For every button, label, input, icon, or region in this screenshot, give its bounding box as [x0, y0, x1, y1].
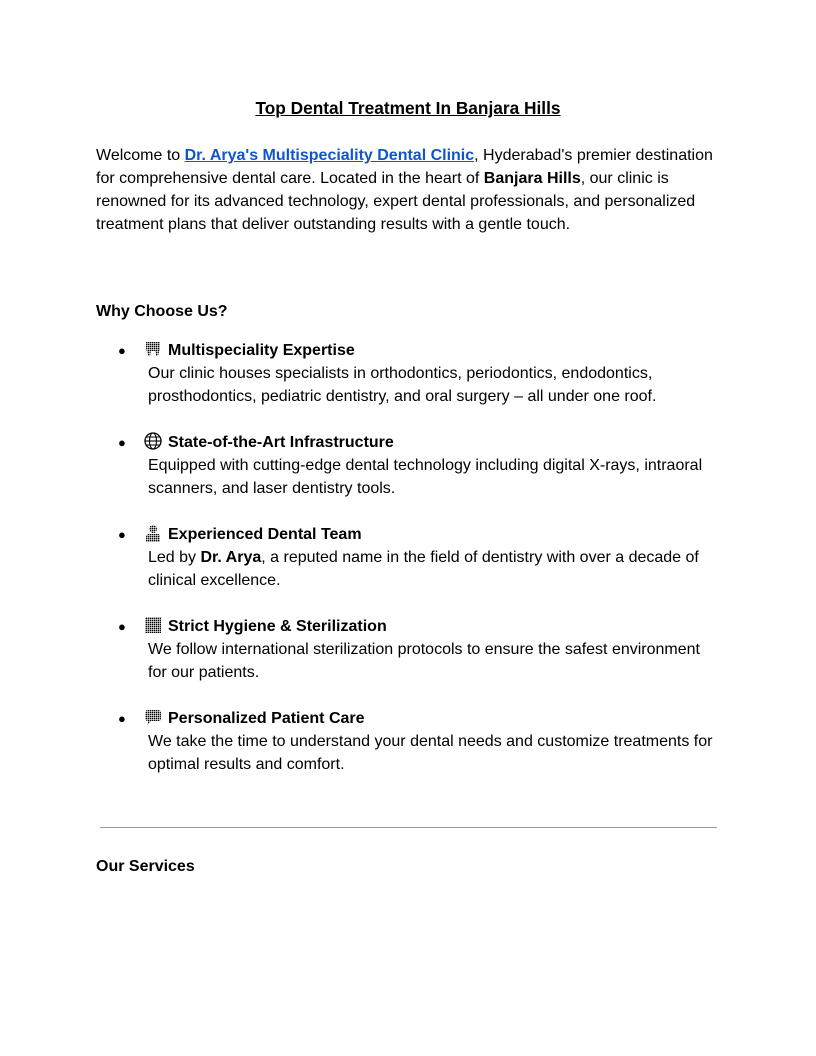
- intro-after-link: , Hyderabad's premier destination for comprehensive dental care. Located in the heart of: [96, 147, 713, 187]
- bullet: ●: [118, 343, 126, 358]
- tooth-icon: [144, 340, 162, 358]
- bullet: ●: [118, 619, 126, 634]
- feature-desc-bold: Dr. Arya: [200, 549, 262, 566]
- page-title: Top Dental Treatment In Banjara Hills: [255, 98, 561, 118]
- document-page: [96, 0, 720, 1056]
- horizontal-divider: [100, 827, 717, 828]
- feature-heading-text: Strict Hygiene & Sterilization: [168, 618, 387, 635]
- feature-heading-text: Multispeciality Expertise: [168, 342, 355, 359]
- list-item: [96, 615, 720, 684]
- our-services-heading: Our Services: [96, 858, 195, 875]
- feature-description: Equipped with cutting-edge dental technology including digital X-rays, intraoral scanners, and laser dentistry tools.: [148, 457, 703, 497]
- intro-location: Banjara Hills: [483, 170, 581, 187]
- list-item: [96, 523, 720, 592]
- feature-description: We follow international sterilization protocols to ensure the safest environment for our patients.: [148, 641, 700, 681]
- feature-heading: [144, 431, 720, 454]
- feature-heading-text: State-of-the-Art Infrastructure: [168, 434, 394, 451]
- speech-bubble-icon: [144, 708, 162, 726]
- bullet: ●: [118, 711, 126, 726]
- feature-heading: [144, 707, 720, 730]
- feature-heading-text: Personalized Patient Care: [168, 710, 365, 727]
- intro-suffix: , our clinic is renowned for its advanced technology, expert dental professionals, and personalized treatment plans that deliver outstanding results with a gentle touch.: [96, 170, 696, 233]
- list-item: [96, 707, 720, 776]
- feature-description: Our clinic houses specialists in orthodontics, periodontics, endodontics, prosthodontics, pediatric dentistry, and oral surgery – all under one roof.: [148, 365, 657, 405]
- doctor-icon: [144, 524, 162, 542]
- sanitizer-icon: [144, 616, 162, 634]
- features-list: [96, 339, 720, 799]
- clinic-link[interactable]: Dr. Arya's Multispeciality Dental Clinic: [184, 147, 475, 164]
- feature-heading: [144, 615, 720, 638]
- feature-heading: [144, 339, 720, 362]
- feature-desc-suffix: , a reputed name in the field of dentistry with over a decade of clinical excellence.: [148, 549, 699, 589]
- list-item: [96, 431, 720, 500]
- feature-desc-prefix: Led by: [148, 549, 201, 566]
- list-item: [96, 339, 720, 408]
- feature-description: [144, 546, 720, 592]
- feature-heading-text: Experienced Dental Team: [168, 526, 362, 543]
- bullet: ●: [118, 527, 126, 542]
- intro-prefix: Welcome to: [96, 147, 185, 164]
- bullet: ●: [118, 435, 126, 450]
- intro-paragraph: [96, 144, 720, 236]
- feature-heading: [144, 523, 720, 546]
- globe-icon: [144, 432, 162, 450]
- feature-description: We take the time to understand your dental needs and customize treatments for optimal results and comfort.: [148, 733, 713, 773]
- why-choose-heading: Why Choose Us?: [96, 303, 228, 320]
